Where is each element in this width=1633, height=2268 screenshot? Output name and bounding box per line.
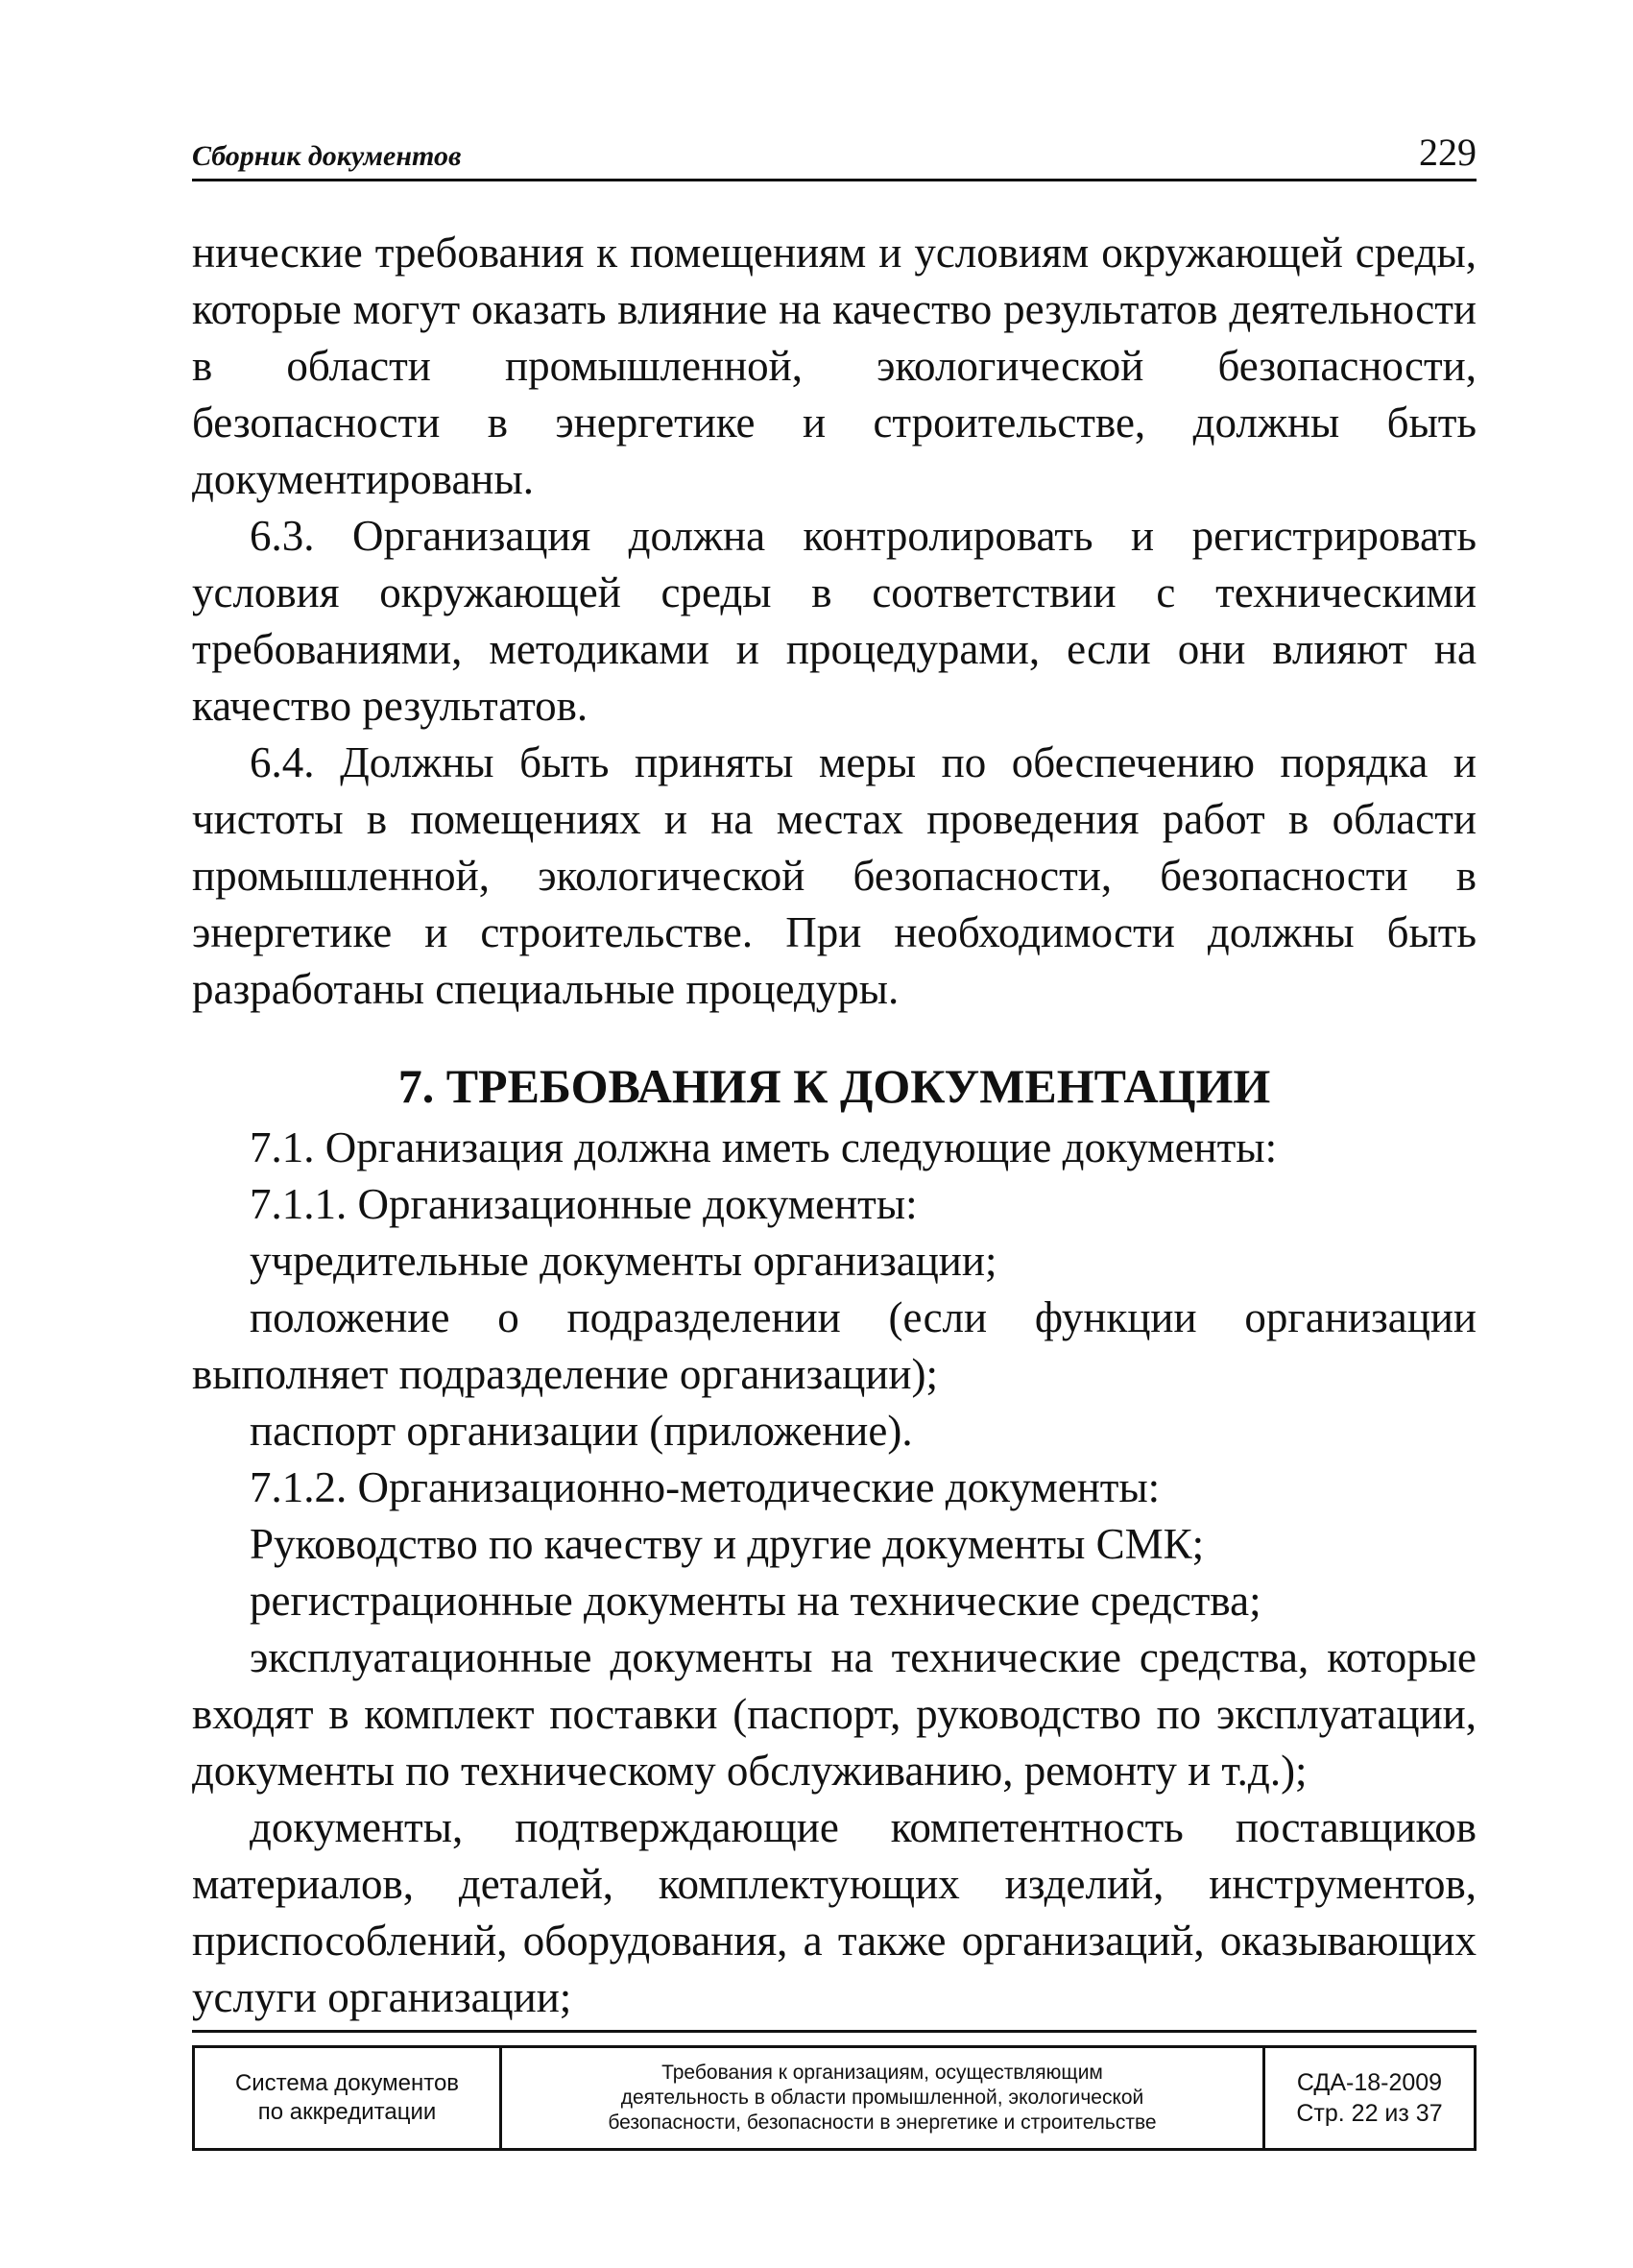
list-item: положение о подразделении (если функции организации выполняет подразделение организации); (192, 1293, 1477, 1398)
footer-system-line: по аккредитации (257, 2099, 437, 2125)
footer-cell-system (195, 2048, 502, 2148)
page-number: 229 (1419, 131, 1477, 174)
list-item: эксплуатационные документы на технические средства, которые входят в комплект поставки (паспорт, руководство по эксплуатации, документы по техническому обслуживанию, ремонту и т.д.); (192, 1633, 1477, 1795)
footer-title-line: деятельность в области промышленной, экологической (620, 2087, 1144, 2109)
paragraph-7-1-1: 7.1.1. Организационные документы: (250, 1180, 918, 1228)
footer-table (192, 2045, 1477, 2151)
section-title: 7. ТРЕБОВАНИЯ К ДОКУМЕНТАЦИИ (397, 1059, 1271, 1113)
paragraph-6-4: 6.4. Должны быть приняты меры по обеспечению порядка и чистоты в помещениях и на местах проведения работ в области промышленной, экологической безопасности, безопасности в энергетике и строительстве. При необходимости должны быть разработаны специальные процедуры. (192, 738, 1477, 1013)
page-counter: Стр. 22 из 37 (1296, 2100, 1443, 2127)
document-code: СДА-18-2009 (1296, 2069, 1443, 2096)
running-title: Сборник документов (192, 140, 462, 172)
paragraph-7-1: 7.1. Организация должна иметь следующие документы: (250, 1123, 1278, 1171)
paragraph-6-3: 6.3. Организация должна контролировать и регистрировать условия окружающей среды в соответствии с техническими требованиями, методиками и процедурами, если они влияют на качество результатов. (192, 512, 1477, 730)
footer-title-line: Требования к организациям, осуществляющим (661, 2062, 1103, 2084)
paragraph-7-1-2: 7.1.2. Организационно-методические документы: (250, 1463, 1161, 1511)
page-header (192, 131, 1477, 181)
list-item: паспорт организации (приложение). (250, 1407, 913, 1455)
footer-divider (192, 2030, 1477, 2033)
list-item: документы, подтверждающие компетентность поставщиков материалов, деталей, комплектующих изделий, инструментов, приспособлений, оборудования, а также организаций, оказывающих услуги организации; (192, 1803, 1477, 2021)
list-item: регистрационные документы на технические средства; (250, 1577, 1261, 1625)
page-body (192, 225, 1477, 2026)
footer-cell-title (502, 2048, 1265, 2148)
footer-system-line: Система документов (234, 2070, 460, 2096)
paragraph-continuation: нические требования к помещениям и условиям окружающей среды, которые могут оказать влияние на качество результатов деятельности в области промышленной, экологической безопасности, безопасности в энергетике и строительстве, должны быть документированы. (192, 229, 1477, 503)
list-item: учредительные документы организации; (250, 1237, 997, 1285)
list-item: Руководство по качеству и другие документы СМК; (250, 1520, 1205, 1568)
footer-title-line: безопасности, безопасности в энергетике и строительстве (608, 2111, 1157, 2134)
footer-cell-code (1265, 2048, 1474, 2148)
